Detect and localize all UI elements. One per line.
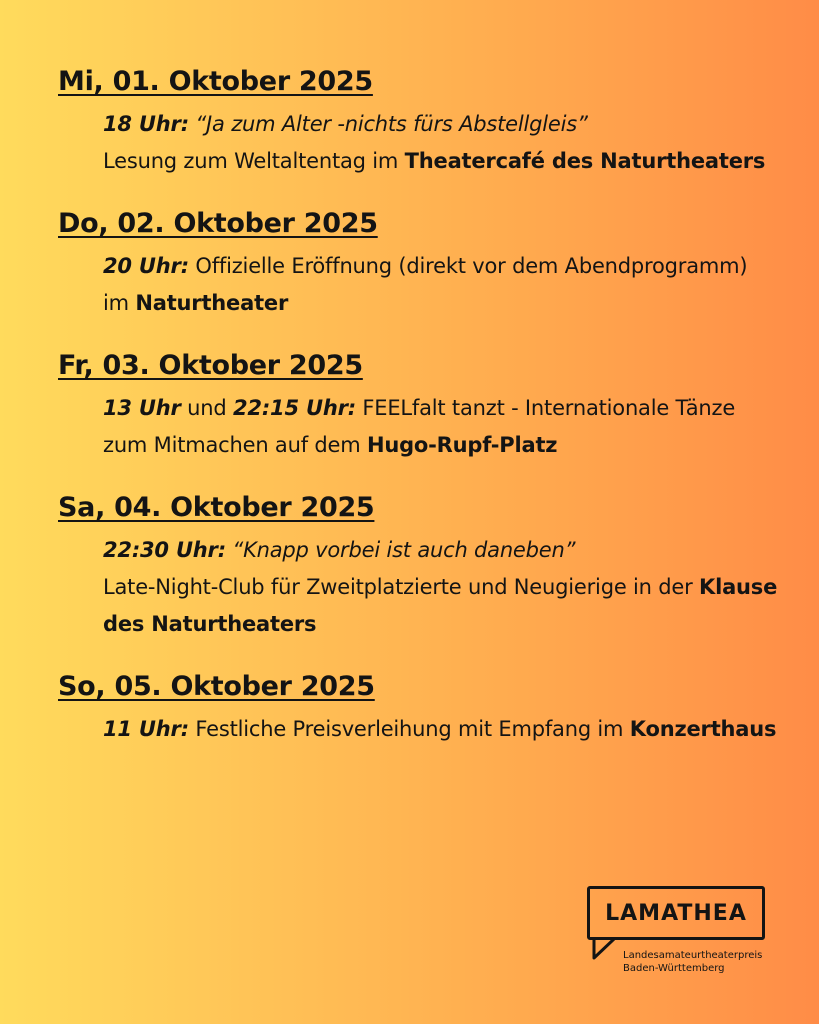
event-connector: und bbox=[180, 396, 234, 420]
day-block-thursday bbox=[58, 204, 778, 322]
event-text: Late-Night-Club für Zweitplatzierte und Neugierige in der bbox=[103, 575, 699, 599]
event-time: 20 Uhr: bbox=[103, 254, 189, 278]
event-title: “Ja zum Alter -nichts fürs Abstellgleis” bbox=[188, 112, 588, 136]
lamathea-logo bbox=[587, 886, 772, 975]
event-time: 13 Uhr bbox=[103, 396, 181, 420]
logo-wordmark: LAMATHEA bbox=[605, 900, 747, 926]
event-venue: Hugo-Rupf-Platz bbox=[366, 433, 558, 457]
day-heading: So, 05. Oktober 2025 bbox=[58, 671, 375, 702]
day-block-friday bbox=[58, 346, 778, 464]
event-venue: Theatercafé des Naturtheaters bbox=[404, 149, 766, 173]
logo-subtitle-line1: Landesamateurtheaterpreis bbox=[623, 950, 763, 961]
event-time-second: 22:15 Uhr: bbox=[233, 396, 356, 420]
event-time: 11 Uhr: bbox=[103, 717, 189, 741]
logo-speech-bubble bbox=[587, 886, 765, 940]
event-description bbox=[103, 390, 778, 464]
event-time: 18 Uhr: bbox=[103, 112, 189, 136]
event-title: “Knapp vorbei ist auch daneben” bbox=[225, 538, 576, 562]
event-text: FEELfalt tanzt - Internationale Tänze zum Mitmachen auf dem bbox=[103, 396, 736, 457]
event-venue: Naturtheater bbox=[135, 291, 289, 315]
day-heading: Fr, 03. Oktober 2025 bbox=[58, 350, 363, 381]
event-description bbox=[103, 711, 778, 748]
logo-subtitle-line2: Baden-Württemberg bbox=[623, 963, 725, 974]
event-venue: Klause des Naturtheaters bbox=[103, 575, 778, 636]
event-text: Festliche Preisverleihung mit Empfang im bbox=[188, 717, 630, 741]
day-heading: Mi, 01. Oktober 2025 bbox=[58, 66, 373, 97]
event-text: Lesung zum Weltaltentag im bbox=[103, 149, 405, 173]
event-description bbox=[103, 106, 778, 180]
day-block-saturday bbox=[58, 488, 778, 643]
event-time: 22:30 Uhr: bbox=[103, 538, 226, 562]
event-description bbox=[103, 532, 778, 643]
day-block-sunday bbox=[58, 667, 778, 748]
event-text: Offizielle Eröffnung (direkt vor dem Abendprogramm) im bbox=[103, 254, 748, 315]
day-block-wednesday bbox=[58, 62, 778, 180]
speech-bubble-tail-icon bbox=[592, 939, 622, 961]
logo-subtitle bbox=[623, 949, 772, 975]
day-heading: Do, 02. Oktober 2025 bbox=[58, 208, 378, 239]
event-schedule bbox=[58, 62, 778, 772]
event-venue: Konzerthaus bbox=[629, 717, 777, 741]
event-description bbox=[103, 248, 778, 322]
day-heading: Sa, 04. Oktober 2025 bbox=[58, 492, 375, 523]
